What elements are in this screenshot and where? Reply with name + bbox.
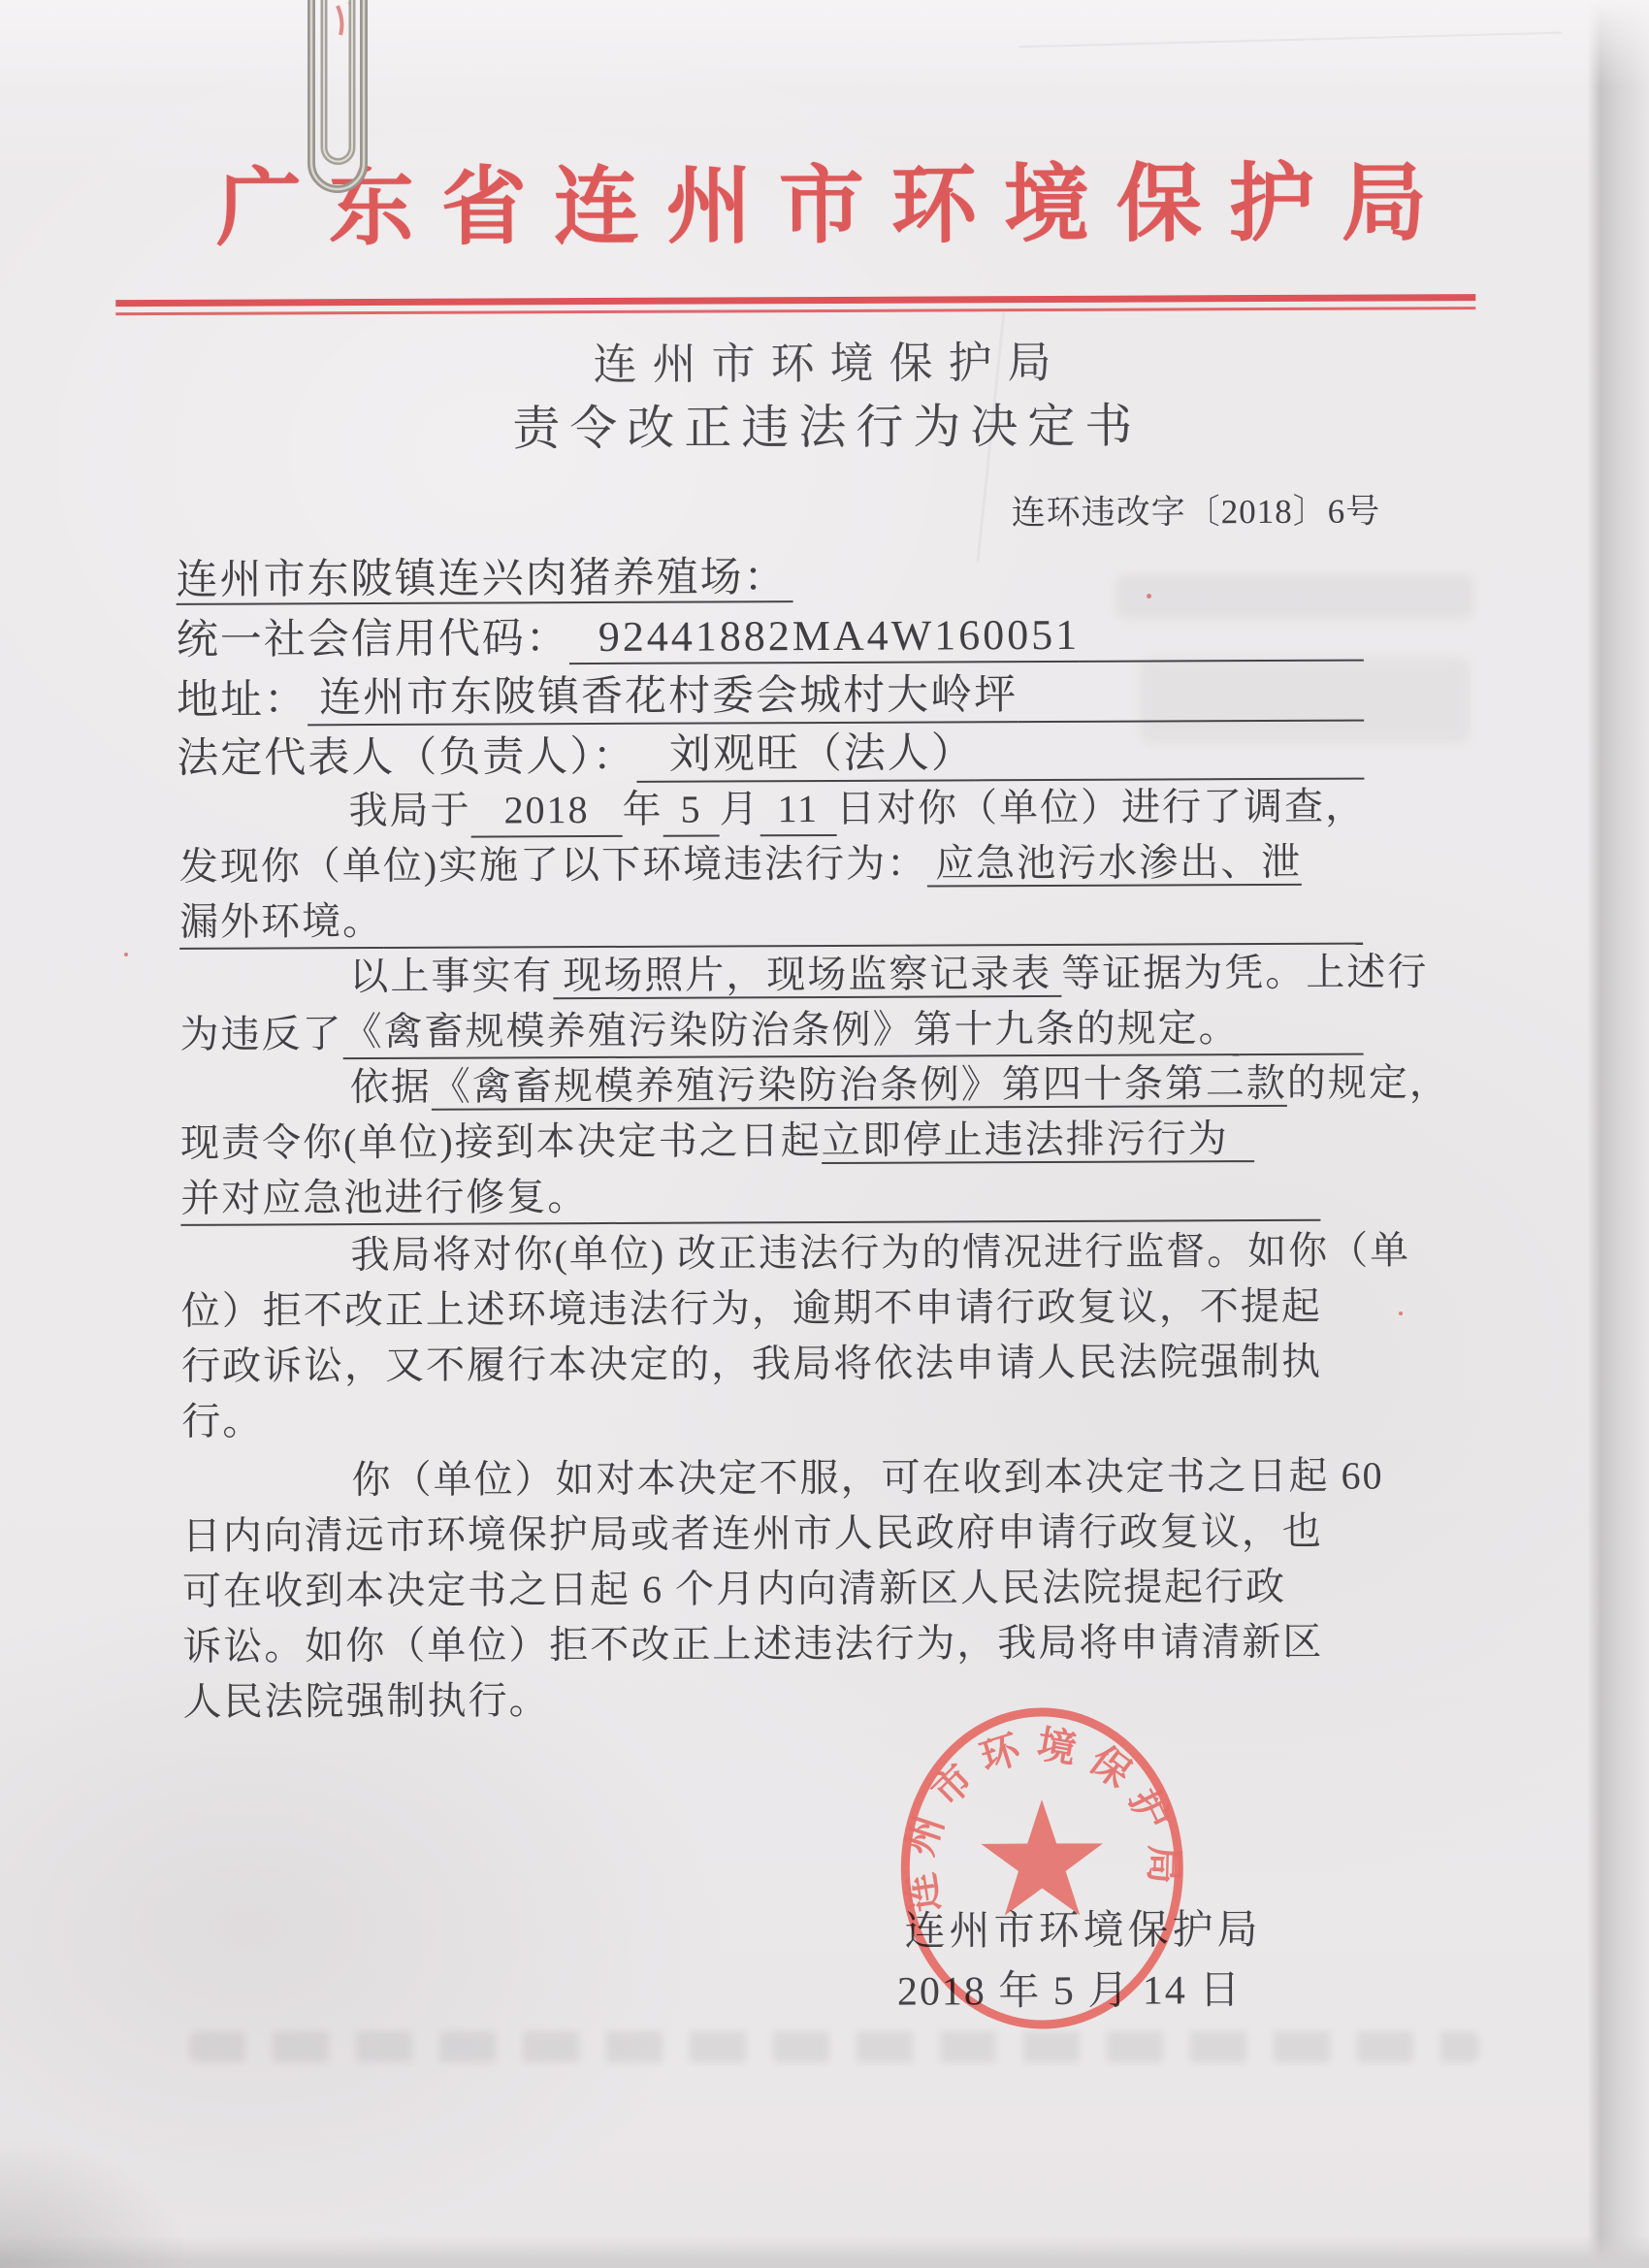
body-line-order-3 (180, 1169, 1320, 1226)
order-text: 立即停止违法排污行为 (822, 1117, 1254, 1164)
evidence-text: 现场照片，现场监察记录表 (553, 952, 1061, 999)
paperclip-icon (294, 0, 381, 223)
signature-agency: 连州市环境保护局 (904, 1908, 1262, 1955)
violation-text: 漏外环境。 (179, 896, 383, 950)
address-underline-extension (1018, 720, 1364, 724)
letterhead-agency: 广东省连州市环境保护局 (215, 157, 1455, 257)
investigation-day: 11 (760, 784, 836, 836)
paperclip-inner-wire (324, 0, 352, 161)
credit-code-line (177, 609, 1364, 666)
body-line-supervision-3: 行政诉讼，又不履行本决定的，我局将依法申请人民法院强制执 (180, 1339, 1323, 1388)
seal-star-icon (981, 1799, 1103, 1916)
recipient-name-line (176, 553, 792, 606)
document-number: 连环违改字〔2018〕6号 (1011, 492, 1381, 533)
investigation-month: 5 (663, 784, 719, 836)
body-line-appeal-3: 可在收到本决定书之日起 6 个月内向清新区人民法院提起行政 (181, 1564, 1287, 1613)
body-line-supervision-2: 位）拒不改正上述环境违法行为，逾期不申请行政复议，不提起 (180, 1283, 1322, 1333)
body-text: 以上事实有 (349, 954, 554, 999)
document-title-line1: 连州市环境保护局 (593, 338, 1067, 390)
recipient-name: 连州市东陂镇连兴肉猪养殖场： (176, 555, 792, 605)
body-text: 年 (622, 787, 663, 831)
body-text: 依据 (349, 1064, 432, 1110)
body-text: 现责令你(单位)接到本决定书之日起 (179, 1118, 822, 1165)
legal-rep-underline-extension (975, 778, 1365, 782)
violation-text: 应急池污水渗出、泄 (927, 840, 1302, 888)
paperclip-wire-highlight (324, 0, 352, 161)
credit-code-label: 统一社会信用代码： (176, 616, 569, 664)
body-text: 等证据为凭。上述行 (1061, 950, 1429, 995)
body-line-investigation-3 (179, 892, 1363, 950)
body-line-order-1 (350, 1057, 1450, 1113)
body-text: 的规定， (1286, 1060, 1450, 1105)
official-seal (880, 1688, 1212, 2057)
credit-code-value: 92441882MA4W160051 (569, 610, 1081, 664)
paperclip-red-mark (338, 6, 341, 35)
body-line-investigation-1 (348, 782, 1366, 839)
body-line-appeal-5: 人民法院强制执行。 (182, 1678, 550, 1724)
body-line-evidence-1 (349, 947, 1428, 1002)
legal-rep-line (177, 728, 1364, 785)
credit-code-underline-extension (1080, 660, 1364, 663)
body-text: 日对你（单位）进行了调查， (835, 784, 1367, 830)
body-text: 我局于 (348, 788, 471, 833)
body-line-appeal-2: 日内向清远市环境保护局或者连州市人民政府申请行政复议，也 (181, 1508, 1323, 1558)
underline-extension (588, 1219, 1320, 1224)
body-line-order-2 (180, 1114, 1254, 1169)
investigation-year: 2018 (470, 785, 622, 838)
body-line-appeal-4: 诉讼。如你（单位）拒不改正上述违法行为，我局将申请清新区 (182, 1619, 1324, 1669)
document-title-line2: 责令改正违法行为决定书 (512, 399, 1143, 456)
address-label: 地址： (176, 677, 308, 724)
body-text: 月 (719, 787, 760, 831)
address-line (177, 669, 1364, 727)
body-line-supervision-4: 行。 (181, 1399, 264, 1443)
letterhead-rule-thick (115, 294, 1475, 307)
body-text: 为违反了 (179, 1012, 343, 1056)
signature-date: 2018 年 5 月 14 日 (896, 1968, 1243, 2015)
letterhead-rule-thin (115, 307, 1475, 315)
body-text: 发现你（单位)实施了以下环境违法行为： (178, 841, 928, 889)
body-line-appeal-1: 你（单位）如对本决定不服，可在收到本决定书之日起 60 (351, 1453, 1384, 1503)
underline-extension (1240, 1053, 1364, 1056)
body-line-supervision-1: 我局将对你(单位) 改正违法行为的情况进行监督。如你（单 (350, 1228, 1411, 1278)
legal-rep-label: 法定代表人（负责人）： (177, 733, 636, 782)
regulation-cited: 《禽畜规模养殖污染防治条例》第十九条的规定。 (342, 1003, 1239, 1059)
address-value: 连州市东陂镇香花村委会城村大岭坪 (307, 670, 1018, 726)
body-line-investigation-2 (179, 837, 1303, 892)
regulation-basis: 《禽畜规模养殖污染防治条例》第四十条第二款 (431, 1060, 1287, 1109)
body-line-evidence-2 (179, 1003, 1363, 1060)
legal-rep-value: 刘观旺（法人） (636, 729, 975, 783)
seal-arc-text: 连州市环境保护局 (896, 1722, 1186, 1916)
order-text: 并对应急池进行修复。 (180, 1172, 588, 1226)
